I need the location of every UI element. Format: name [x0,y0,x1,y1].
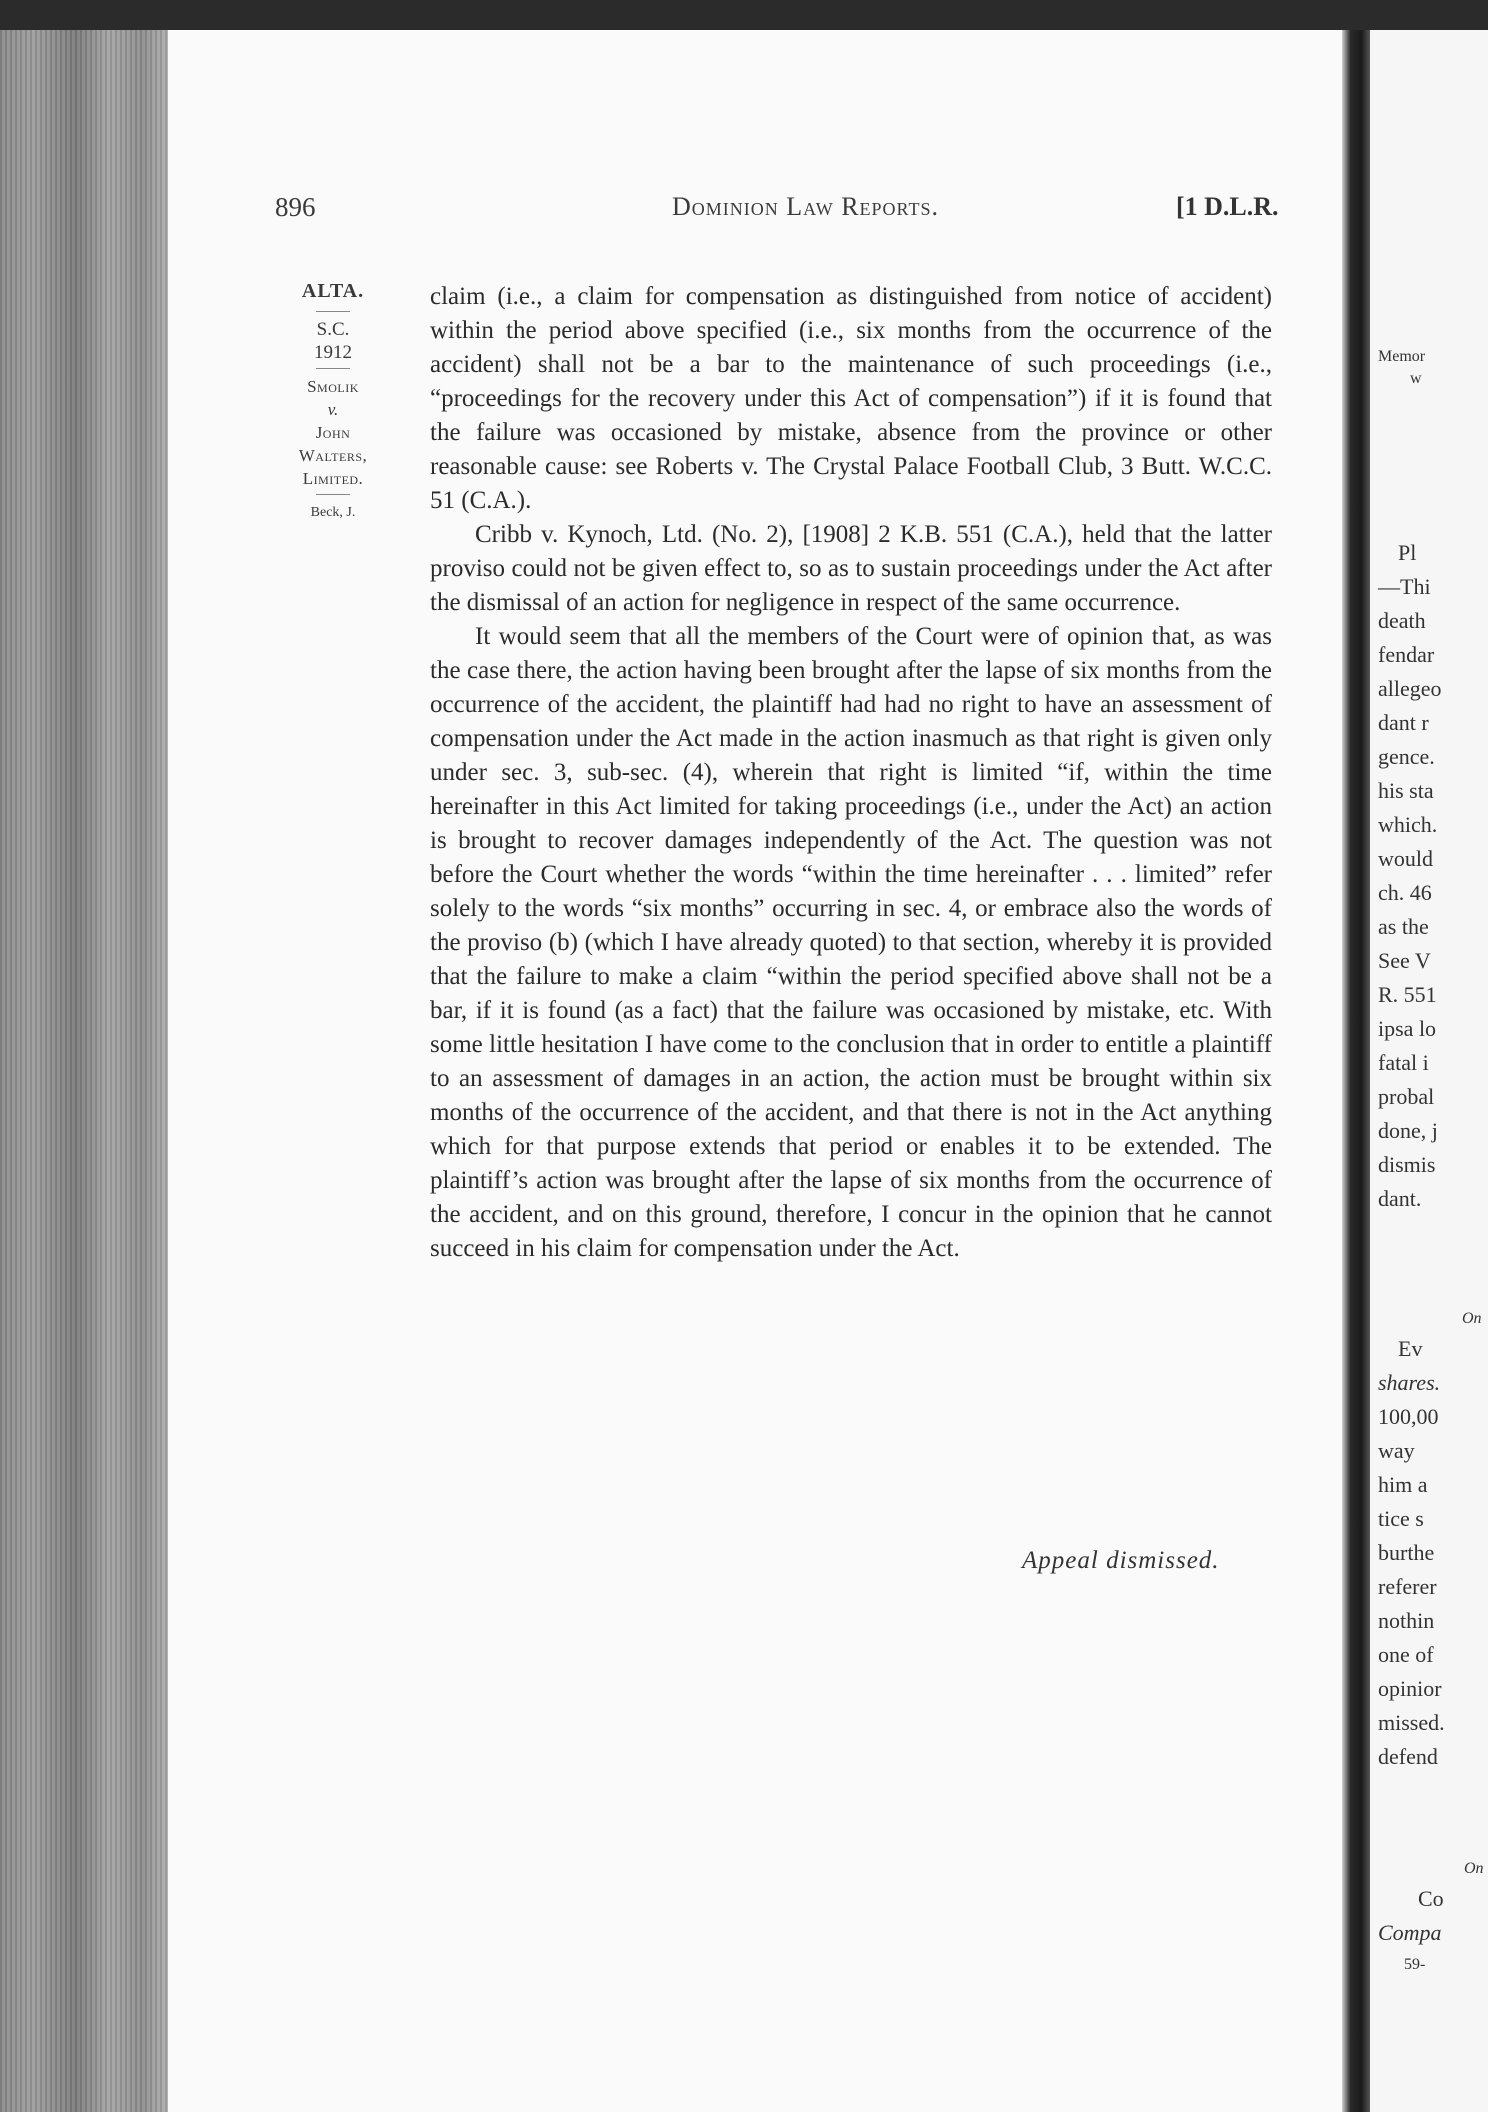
fragment-text: one of [1378,1642,1434,1667]
margin-rule [316,368,350,369]
fragment-text: which. [1378,812,1438,837]
body-text [430,280,1272,1266]
fragment-text: fendar [1378,642,1435,667]
fragment-text: 100,00 [1378,1404,1439,1429]
fragment-text: On [1462,1310,1482,1327]
case-versus: v. [327,400,339,419]
fragment-text: allegeo [1378,676,1442,701]
fragment-text: way [1378,1438,1415,1463]
fragment-text: nothin [1378,1608,1435,1633]
fragment-text: death [1378,608,1426,633]
fragment-text: fatal i [1378,1050,1429,1075]
province-note: ALTA. [301,280,365,302]
paragraph-2: Cribb v. Kynoch, Ltd. (No. 2), [1908] 2 K.B. 551 (C.A.), held that the latter proviso could not be given effect to, so as to sustain proceedings under the Act after the dismissal of an action for negligence in respect of the same occurrence. [430,521,1272,616]
case-defendant-line-1: John [315,423,351,442]
paragraph-1: claim (i.e., a claim for compensation as distinguished from notice of accident) within the period above specified (i.e., six months from the occurrence of the accident) shall not be a bar to the maintenance of such proceedings (i.e., “proceedings for the recovery under this Act of compensation”) if it is found that the failure was occasioned by mistake, absence from the province or other reasonable cause: see Roberts v. The Crystal Palace Football Club, 3 Butt. W.C.C. 51 (C.A.). [430,283,1272,514]
case-plaintiff: Smolik [307,377,359,396]
volume-reference: [1 D.L.R. [1176,192,1279,221]
fragment-text: Memor [1378,348,1426,365]
fragment-text: tice s [1378,1506,1424,1531]
fragment-text: See V [1378,948,1431,973]
fragment-text: gence. [1378,744,1435,769]
fragment-text: Compa [1378,1920,1442,1945]
margin-rule [316,494,350,495]
fragment-text: w [1410,370,1422,387]
page-number: 896 [275,192,316,222]
closing-line: Appeal dismissed. [1022,1547,1220,1574]
fragment-text: ch. 46 [1378,880,1432,905]
fragment-text: dant. [1378,1186,1422,1211]
fragment-text: dant r [1378,710,1429,735]
fragment-text: him a [1378,1472,1428,1497]
fragment-text: defend [1378,1744,1438,1769]
fragment-text: done, j [1378,1118,1438,1143]
fragment-text: dismis [1378,1152,1436,1177]
fragment-text: opinior [1378,1676,1442,1701]
fragment-text: 59- [1404,1956,1426,1973]
margin-notes [274,280,392,524]
adjacent-page-fragment [1370,30,1488,2112]
fragment-text: On [1464,1860,1484,1877]
fragment-text: would [1378,846,1433,871]
court-note: S.C. [316,319,350,340]
fragment-text: —Thi [1378,574,1431,599]
case-defendant-line-2: Walters, [298,446,368,465]
running-title: Dominion Law Reports. [672,192,939,221]
book-page [168,30,1342,2112]
paragraph-3: It would seem that all the members of the Court were of opinion that, as was the case there, the action having been brought after the lapse of six months from the occurrence of the accident, the plaintiff had had no right to have an assessment of compensation under the Act made in the action inasmuch as that right is given only under sec. 3, sub-sec. (4), wherein that right is limited “if, within the time hereinafter in this Act limited for taking proceedings (i.e., under the Act) an action is brought to recover damages independently of the Act. The question was not before the Court whether the words “within the time hereinafter . . . limited” refer solely to the words “six months” occurring in sec. 4, or embrace also the words of the proviso (b) (which I have already quoted) to that section, whereby it is provided that the failure to make a claim “within the period specified above shall not be a bar, if it is found (as a fact) that the failure was occasioned by mistake, etc. With some little hesitation I have come to the conclusion that in order to entitle a plaintiff to an assessment of damages in an action, the action must be brought within six months of the occurrence of the accident, and that there is not in the Act anything which for that purpose extends that period or enables it to be extended. The plaintiff’s action was brought after the lapse of six months from the occurrence of the accident, and on this ground, therefore, I concur in the opinion that he cannot succeed in his claim for compensation under the Act. [430,623,1272,1262]
fragment-text: ipsa lo [1378,1016,1437,1041]
fragment-text: referer [1378,1574,1437,1599]
book-gutter [1342,30,1370,2112]
fragment-text: as the [1378,914,1429,939]
year-note: 1912 [314,342,352,363]
fragment-text: shares. [1378,1370,1441,1395]
margin-rule [316,311,350,312]
fragment-text: Pl [1398,540,1417,565]
judge-note: Beck, J. [310,505,356,520]
fragment-text: probal [1378,1084,1435,1109]
fragment-text: his sta [1378,778,1434,803]
case-defendant-line-3: Limited. [302,469,364,488]
fragment-text: missed. [1378,1710,1445,1735]
book-page-edges [0,30,168,2112]
fragment-text: R. 551 [1378,982,1437,1007]
fragment-text: burthe [1378,1540,1435,1565]
fragment-text: Co [1418,1886,1444,1911]
fragment-text: Ev [1398,1336,1423,1361]
